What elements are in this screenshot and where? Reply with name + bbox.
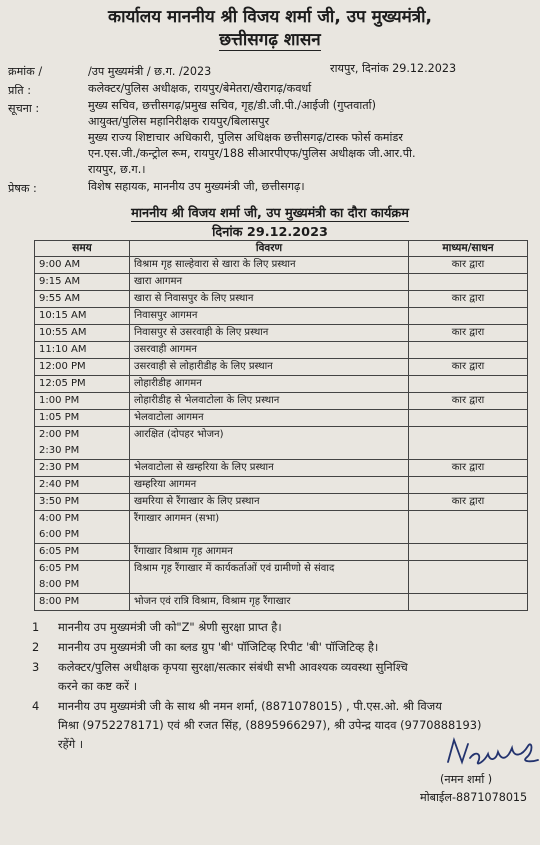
table-row xyxy=(35,325,528,342)
note-text: कलेक्टर/पुलिस अधीक्षक कृपया सुरक्षा/सत्कार संबंधी सभी आवश्यक व्यवस्था सुनिश्चि xyxy=(58,660,408,674)
row-mode xyxy=(409,561,528,594)
row-details: खम्हरिया आगमन xyxy=(130,477,409,494)
row-time: 12:05 PM xyxy=(35,376,130,393)
note-text: करने का कष्ट करें । xyxy=(58,679,138,693)
col-header-time: समय xyxy=(35,241,130,257)
row-time: 6:05 PM xyxy=(35,544,130,561)
col-header-mode: माध्यम/साधन xyxy=(409,241,528,257)
suchna-line-1: मुख्य सचिव, छत्तीसगढ़/प्रमुख सचिव, गृह/डी.जी.पी./आईजी (गुप्तवार्ता) xyxy=(88,99,376,112)
note-number: 1 xyxy=(32,620,40,634)
suchna-line-5: रायपुर, छ.ग.। xyxy=(88,163,146,176)
table-row xyxy=(35,376,528,393)
table-row xyxy=(35,359,528,376)
program-title xyxy=(0,203,540,221)
row-time: 12:00 PM xyxy=(35,359,130,376)
handwritten-signature xyxy=(442,732,540,774)
row-details: उसरवाही से लोहारीडीह के लिए प्रस्थान xyxy=(130,359,409,376)
preshak-label: प्रेषक : xyxy=(8,182,37,195)
row-time: 9:00 AM xyxy=(35,257,130,274)
note-number: 2 xyxy=(32,640,40,654)
table-row xyxy=(35,427,528,460)
row-details: खारा आगमन xyxy=(130,274,409,291)
row-mode: कार द्वारा xyxy=(409,494,528,511)
suchna-label: सूचना : xyxy=(8,102,40,115)
kramank-value: /उप मुख्यमंत्री / छ.ग. /2023 xyxy=(88,65,212,78)
suchna-line-4: एन.एस.जी./कन्ट्रोल रूम, रायपुर/188 सीआरपीएफ/पुलिस अधीक्षक जी.आर.पी. xyxy=(88,147,416,160)
row-details: भेलवाटोला आगमन xyxy=(130,410,409,427)
table-row xyxy=(35,342,528,359)
note-number: 3 xyxy=(32,660,40,674)
row-details: निवासपुर आगमन xyxy=(130,308,409,325)
table-row xyxy=(35,257,528,274)
kramank-label: क्रमांक / xyxy=(8,65,43,78)
row-details: खारा से निवासपुर के लिए प्रस्थान xyxy=(130,291,409,308)
signature-name: (नमन शर्मा ) xyxy=(440,773,493,786)
row-time: 1:05 PM xyxy=(35,410,130,427)
row-mode: कार द्वारा xyxy=(409,393,528,410)
row-details: विश्राम गृह रैंगाखार में कार्यकर्ताओं एवं ग्रामीणो से संवाद xyxy=(130,561,409,594)
note-text: माननीय उप मुख्यमंत्री जी को"Z" श्रेणी सुरक्षा प्राप्त है। xyxy=(58,620,282,634)
prati-value: कलेक्टर/पुलिस अधीक्षक, रायपुर/बेमेतरा/खैरागढ़/कवर्धा xyxy=(88,82,312,95)
row-details: आरक्षित (दोपहर भोजन) xyxy=(130,427,409,460)
note-text: रहेंगे । xyxy=(58,737,84,751)
row-time: 2:00 PM 2:30 PM xyxy=(35,427,130,460)
preshak-value: विशेष सहायक, माननीय उप मुख्यमंत्री जी, छत्तीसगढ़। xyxy=(88,180,305,193)
row-details: निवासपुर से उसरवाही के लिए प्रस्थान xyxy=(130,325,409,342)
row-mode: कार द्वारा xyxy=(409,325,528,342)
row-time: 8:00 PM xyxy=(35,594,130,611)
suchna-line-2: आयुक्त/पुलिस महानिरीक्षक रायपुर/बिलासपुर xyxy=(88,115,270,128)
row-mode xyxy=(409,511,528,544)
note-text: माननीय उप मुख्यमंत्री जी के साथ श्री नमन शर्मा, (8871078015) , पी.एस.ओ. श्री विजय xyxy=(58,699,442,713)
table-row xyxy=(35,291,528,308)
row-details: उसरवाही आगमन xyxy=(130,342,409,359)
table-row xyxy=(35,410,528,427)
program-date: दिनांक 29.12.2023 xyxy=(212,225,328,240)
row-mode xyxy=(409,274,528,291)
row-mode xyxy=(409,376,528,393)
table-row xyxy=(35,511,528,544)
row-time: 2:30 PM xyxy=(35,460,130,477)
row-details: रैंगाखार आगमन (सभा) xyxy=(130,511,409,544)
row-mode: कार द्वारा xyxy=(409,359,528,376)
table-row xyxy=(35,594,528,611)
row-time: 10:55 AM xyxy=(35,325,130,342)
table-row xyxy=(35,494,528,511)
note-text: मिश्रा (9752278171) एवं श्री रजत सिंह, (8895966297), श्री उपेन्द्र यादव (9770888193) xyxy=(58,718,482,732)
row-time: 9:55 AM xyxy=(35,291,130,308)
office-title: कार्यालय माननीय श्री विजय शर्मा जी, उप मुख्यमंत्री, xyxy=(108,7,432,27)
note-text: माननीय उप मुख्यमंत्री जी का ब्लड ग्रुप 'बी' पॉजिटिव्ह रिपीट 'बी' पॉजिटिव्ह है। xyxy=(58,640,379,654)
row-mode: कार द्वारा xyxy=(409,460,528,477)
row-mode xyxy=(409,594,528,611)
row-details: लोहारीडीह आगमन xyxy=(130,376,409,393)
place-date: रायपुर, दिनांक 29.12.2023 xyxy=(330,62,457,75)
row-details: विश्राम गृह साल्हेवारा से खारा के लिए प्रस्थान xyxy=(130,257,409,274)
table-row xyxy=(35,544,528,561)
row-mode: कार द्वारा xyxy=(409,257,528,274)
table-header-row xyxy=(35,241,528,257)
row-time: 10:15 AM xyxy=(35,308,130,325)
row-time: 4:00 PM 6:00 PM xyxy=(35,511,130,544)
table-row xyxy=(35,308,528,325)
schedule-body xyxy=(35,257,528,611)
row-time: 1:00 PM xyxy=(35,393,130,410)
table-row xyxy=(35,460,528,477)
signature-mobile: मोबाईल-8871078015 xyxy=(420,791,528,804)
prati-label: प्रति : xyxy=(8,84,31,97)
col-header-details: विवरण xyxy=(130,241,409,257)
row-details: लोहारीडीह से भेलवाटोला के लिए प्रस्थान xyxy=(130,393,409,410)
table-row xyxy=(35,274,528,291)
office-subtitle xyxy=(0,27,540,50)
row-details: रैंगाखार विश्राम गृह आगमन xyxy=(130,544,409,561)
table-row xyxy=(35,393,528,410)
table-row xyxy=(35,477,528,494)
row-time: 2:40 PM xyxy=(35,477,130,494)
row-time: 9:15 AM xyxy=(35,274,130,291)
row-time: 6:05 PM 8:00 PM xyxy=(35,561,130,594)
row-mode xyxy=(409,342,528,359)
row-details: भोजन एवं रात्रि विश्राम, विश्राम गृह रैंगाखार xyxy=(130,594,409,611)
row-mode xyxy=(409,308,528,325)
table-row xyxy=(35,561,528,594)
row-mode: कार द्वारा xyxy=(409,291,528,308)
row-mode xyxy=(409,544,528,561)
row-details: खमरिया से रैंगाखार के लिए प्रस्थान xyxy=(130,494,409,511)
schedule-table xyxy=(34,240,528,611)
row-mode xyxy=(409,427,528,460)
row-time: 3:50 PM xyxy=(35,494,130,511)
row-time: 11:10 AM xyxy=(35,342,130,359)
office-subtitle-text: छत्तीसगढ़ शासन xyxy=(219,30,321,50)
program-title-text: माननीय श्री विजय शर्मा जी, उप मुख्यमंत्री का दौरा कार्यक्रम xyxy=(131,206,409,221)
row-mode xyxy=(409,477,528,494)
note-number: 4 xyxy=(32,699,40,713)
row-mode xyxy=(409,410,528,427)
row-details: भेलवाटोला से खम्हरिया के लिए प्रस्थान xyxy=(130,460,409,477)
suchna-line-3: मुख्य राज्य शिष्टाचार अधिकारी, पुलिस अधिक्षक छत्तीसगढ़/टास्क फोर्स कमांडर xyxy=(88,131,403,144)
